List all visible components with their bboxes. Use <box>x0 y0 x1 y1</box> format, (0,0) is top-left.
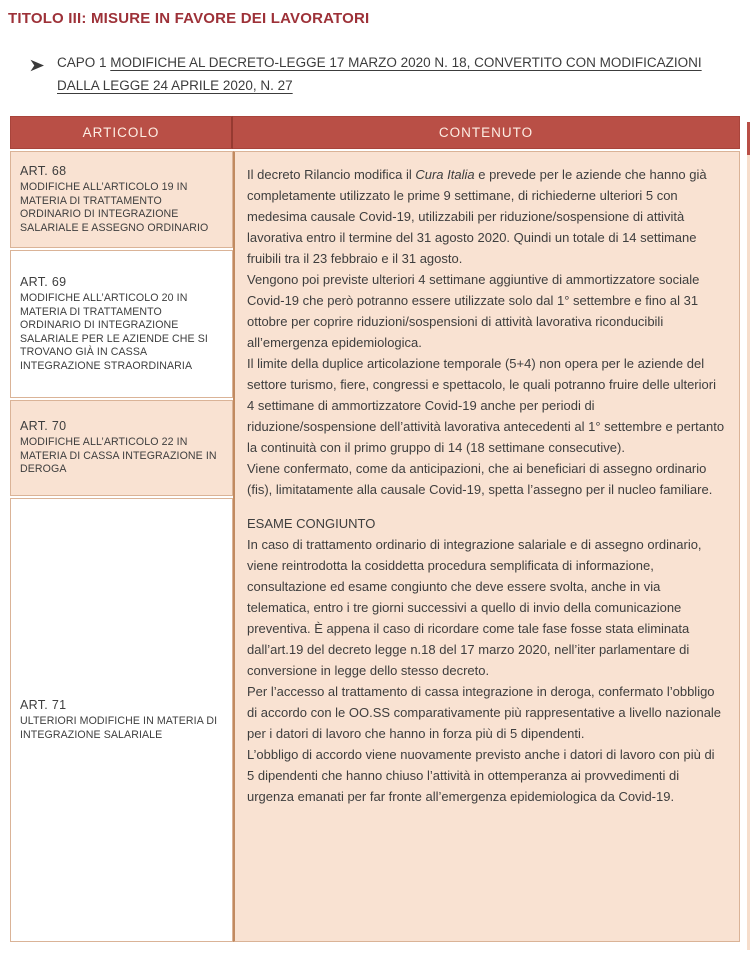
content-paragraph: In caso di trattamento ordinario di integrazione salariale e di assegno ordinario, viene reintrodotta la cosiddetta procedura semplificata di informazione, consultazione ed esame congiunto che deve essere svolta, anche in via telematica, entro i tre giorni successivi a quello di invio della comunicazione preventiva. È appena il caso di ricordare come tale fase fosse stata eliminata dall’art.19 del decreto legge n.18 del 17 marzo 2020, nell’iter parlamentare di conversione in legge dello stesso decreto. <box>247 537 702 678</box>
article-description: MODIFICHE ALL’ARTICOLO 20 IN MATERIA DI TRATTAMENTO ORDINARIO DI INTEGRAZIONE SALARIALE PER LE AZIENDE CHE SI TROVANO GIÀ IN CASSA INTEGRAZIONE STRAORDINARIA <box>20 292 208 372</box>
content-cell <box>233 151 740 942</box>
content-paragraph: Vengono poi previste ulteriori 4 settimane aggiuntive di ammortizzatore sociale Covid-19 che però potranno essere utilizzate solo dal 1° settembre e fino al 31 ottobre per coprire riduzioni/sospensioni di attività lavorativa riconducibili all’emergenza epidemiologica. <box>247 272 700 350</box>
content-paragraph: Per l’accesso al trattamento di cassa integrazione in deroga, confermato l’obbligo di accordo con le OO.SS comparativamente più rappresentative a livello nazionale per i datori di lavoro che hanno in forza più di 5 dipendenti. <box>247 684 722 741</box>
capo-bullet <box>30 51 724 97</box>
capo-prefix: CAPO 1 <box>57 55 111 70</box>
content-paragraph: Il decreto Rilancio modifica il Cura Italia e prevede per le aziende che hanno già completamente utilizzato le prime 9 settimane, di richiederne ulteriori 5 con medesima causale Covid-19, utilizzabili per riduzione/sospensione di attività lavorativa entro il termine del 31 agosto 2020. Quindi un totale di 14 settimane fruibili tra il 23 febbraio e il 31 agosto. <box>247 167 707 266</box>
articles-table <box>10 116 740 942</box>
article-description: MODIFICHE ALL’ARTICOLO 19 IN MATERIA DI TRATTAMENTO ORDINARIO DI INTEGRAZIONE SALARIALE E ASSEGNO ORDINARIO <box>20 181 209 234</box>
article-description: ULTERIORI MODIFICHE IN MATERIA DI INTEGRAZIONE SALARIALE <box>20 715 218 741</box>
article-number: ART. 71 <box>20 698 67 712</box>
capo-underlined-text: MODIFICHE AL DECRETO-LEGGE 17 MARZO 2020 N. 18, CONVERTITO CON MODIFICAZIONI DALLA LEGGE 24 APRILE 2020, N. 27 <box>57 55 702 93</box>
arrowhead-bullet-icon <box>30 56 45 79</box>
table-header-row <box>10 116 740 149</box>
page-title: TITOLO III: MISURE IN FAVORE DEI LAVORATORI <box>8 10 370 27</box>
article-number: ART. 69 <box>20 275 67 289</box>
content-paragraph: Il limite della duplice articolazione temporale (5+4) non opera per le aziende del settore turismo, fiere, congressi e spettacolo, le quali potranno fruire delle ulteriori 4 settimane di ammortizzatore Covid-19 anche per periodi di riduzione/sospensione dell’attività lavorativa antecedenti al 1° settembre e pertanto la continuità con il primo gruppo di 14 (18 settimane consecutive). <box>247 356 725 455</box>
article-number: ART. 70 <box>20 419 67 434</box>
article-description: MODIFICHE ALL’ARTICOLO 22 IN MATERIA DI CASSA INTEGRAZIONE IN DEROGA <box>20 436 217 476</box>
article-cell <box>10 151 233 248</box>
article-number: ART. 68 <box>20 164 67 178</box>
table-header-contenuto: CONTENUTO <box>233 116 740 149</box>
article-cell <box>10 400 233 496</box>
content-paragraph: Viene confermato, come da anticipazioni, che ai beneficiari di assegno ordinario (fis), limitatamente alla causale Covid-19, spetta l’assegno per il nucleo familiare. <box>247 461 713 497</box>
table-body <box>10 151 740 942</box>
article-cell <box>10 498 233 942</box>
content-subheading: ESAME CONGIUNTO <box>247 516 376 531</box>
content-paragraph: L’obbligo di accordo viene nuovamente previsto anche i datori di lavoro con più di 5 dipendenti che hanno chiuso l’attività in ottemperanza ai provvedimenti di urgenza emanati per far fronte all’emergenza epidemiologica da Covid-19. <box>247 747 715 804</box>
article-cell <box>10 250 233 398</box>
table-header-articolo: ARTICOLO <box>10 116 233 149</box>
articles-column <box>10 151 233 942</box>
